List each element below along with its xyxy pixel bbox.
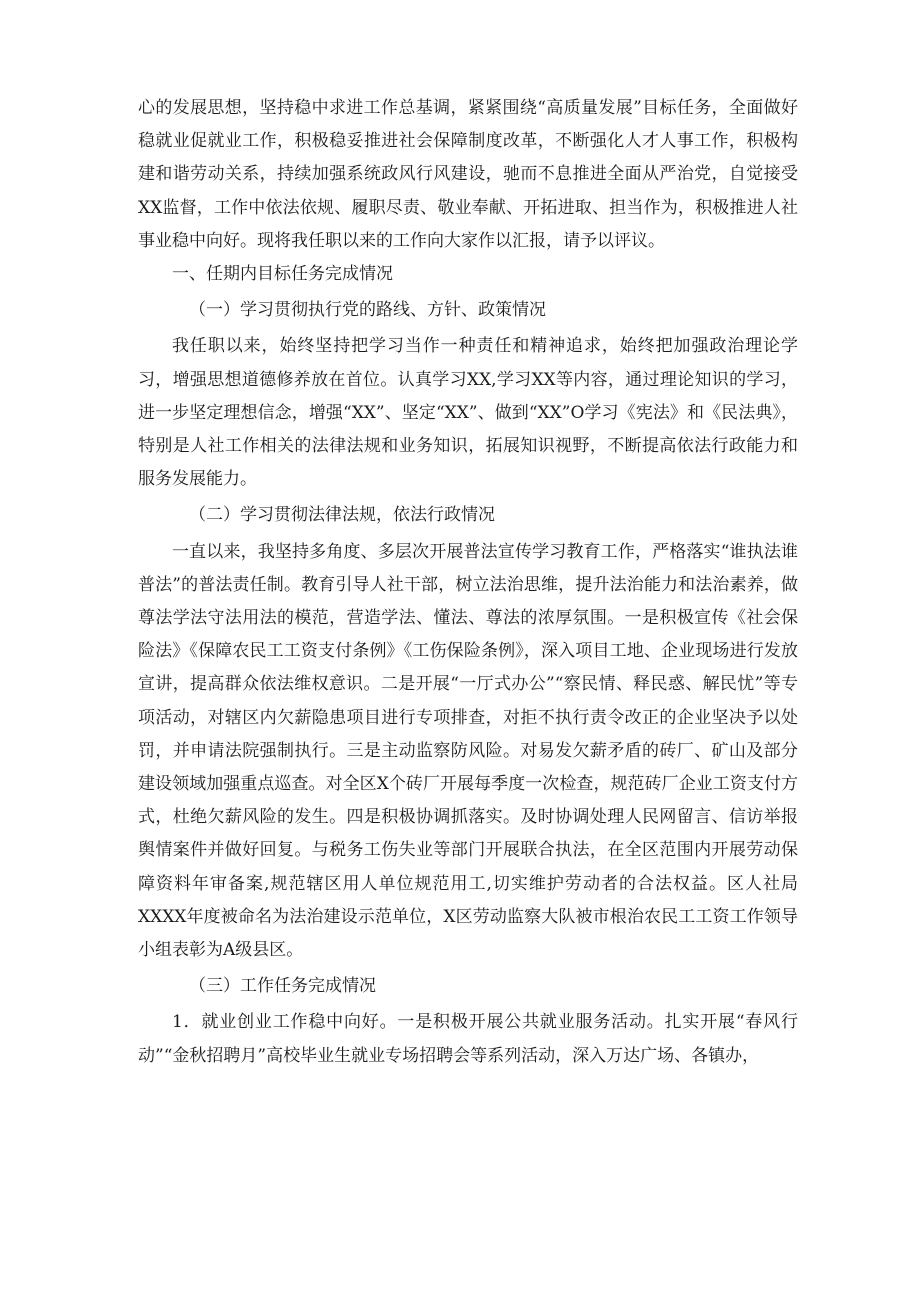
sub-heading-1-2: （二）学习贯彻法律法规，依法行政情况	[189, 505, 495, 526]
body-paragraph-1-1: 我任职以来，始终坚持把学习当作一种责任和精神追求，始终把加强政治理论学习，增强思想道德修养放在首位。认真学习XX,学习XX等内容，通过理论知识的学习，进一步坚定理想信念，增强“XX”、坚定“XX”、做到“XX”O学习《宪法》和《民法典》，特别是人社工作相关的法律法规和业务知识，拓展知识视野，不断提高依法行政能力和服务发展能力。	[138, 336, 798, 490]
intro-paragraph: 心的发展思想，坚持稳中求进工作总基调，紧紧围绕“高质量发展”目标任务，全面做好稳就业促就业工作，积极稳妥推进社会保障制度改革，不断强化人才人事工作，积极构建和谐劳动关系，持续加强系统政风行风建设，驰而不息推进全面从严治党，自觉接受XX监督，工作中依法依规、履职尽责、敬业奉献、开拓进取、担当作为，积极推进人社事业稳中向好。现将我任职以来的工作向大家作以汇报，请予以评议。	[138, 98, 798, 251]
sub-heading-1-1: （一）学习贯彻执行党的路线、方针、政策情况	[189, 300, 546, 321]
body-paragraph-1-2: 一直以来，我坚持多角度、多层次开展普法宣传学习教育工作，严格落实“谁执法谁普法”的普法责任制。教育引导人社干部，树立法治思维，提升法治能力和法治素养，做尊法学法守法用法的模范，营造学法、懂法、尊法的浓厚氛围。一是积极宣传《社会保险法》《保障农民工工资支付条例》《工伤保险条例》，深入项目工地、企业现场进行发放宣讲，提高群众依法维权意识。二是开展“一厅式办公”“察民情、释民惑、解民忧”等专项活动，对辖区内欠薪隐患项目进行专项排查，对拒不执行责令改正的企业坚决予以处罚，并申请法院强制执行。三是主动监察防风险。对易发欠薪矛盾的砖厂、矿山及部分建设领域加强重点巡查。对全区X个砖厂开展每季度一次检查，规范砖厂企业工资支付方式，杜绝欠薪风险的发生。四是积极协调抓落实。及时协调处理人民网留言、信访举报舆情案件并做好回复。与税务工伤失业等部门开展联合执法，在全区范围内开展劳动保障资料年审备案,规范辖区用人单位规范用工,切实维护劳动者的合法权益。区人社局XXXX年度被命名为法治建设示范单位，X区劳动监察大队被市根治农民工工资工作领导小组表彰为A级县区。	[138, 541, 798, 961]
body-paragraph-1-3: 1．就业创业工作稳中向好。一是积极开展公共就业服务活动。扎实开展“春风行动”“金秋招聘月”高校毕业生就业专场招聘会等系列活动，深入万达广场、各镇办，	[138, 1012, 798, 1066]
document-page	[138, 92, 798, 1073]
section-heading-1: 一、任期内目标任务完成情况	[172, 264, 393, 285]
sub-heading-1-3: （三）工作任务完成情况	[189, 976, 376, 997]
